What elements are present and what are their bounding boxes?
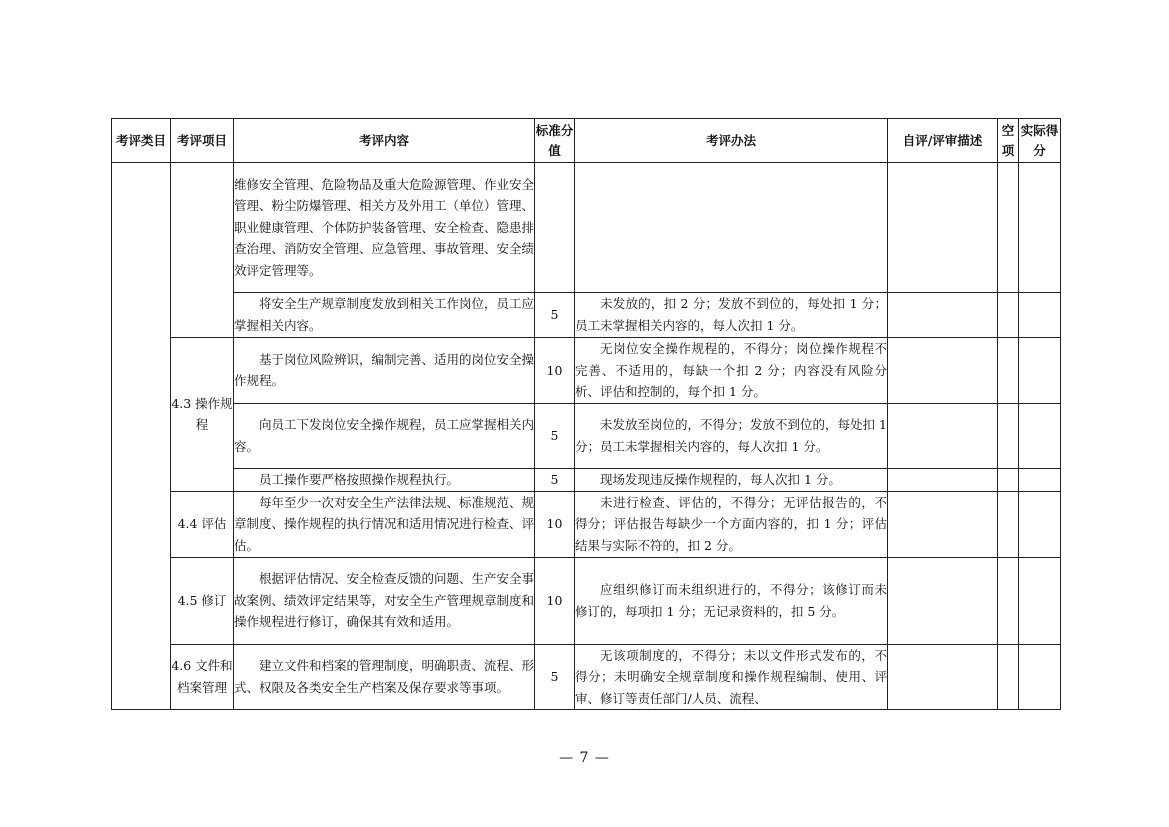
self-review-cell [888, 293, 998, 338]
self-review-cell [888, 557, 998, 644]
table-row [112, 403, 1061, 468]
actual-score-cell [1019, 293, 1061, 338]
content-cell: 向员工下发岗位安全操作规程，员工应掌握相关内容。 [234, 403, 535, 468]
empty-cell [998, 468, 1019, 491]
content-cell: 员工操作要严格按照操作规程执行。 [234, 468, 535, 491]
actual-score-cell [1019, 468, 1061, 491]
item-cell: 4.6 文件和档案管理 [171, 644, 234, 710]
header-content: 考评内容 [234, 119, 535, 163]
actual-score-cell [1019, 644, 1061, 710]
score-cell [535, 163, 575, 293]
item-cell: 4.4 评估 [171, 491, 234, 557]
content-cell: 每年至少一次对安全生产法律法规、标准规范、规章制度、操作规程的执行情况和适用情况进行检查、评估。 [234, 491, 535, 557]
empty-cell [998, 163, 1019, 293]
actual-score-cell [1019, 557, 1061, 644]
content-cell: 维修安全管理、危险物品及重大危险源管理、作业安全管理、粉尘防爆管理、相关方及外用工（单位）管理、职业健康管理、个体防护装备管理、安全检查、隐患排查治理、消防安全管理、应急管理、事故管理、安全绩效评定管理等。 [234, 163, 535, 293]
item-cell: 4.3 操作规程 [171, 338, 234, 492]
table-row [112, 491, 1061, 557]
method-cell: 未发放至岗位的，不得分；发放不到位的，每处扣 1 分；员工未掌握相关内容的，每人次扣 1 分。 [575, 403, 888, 468]
table-row [112, 468, 1061, 491]
table-row [112, 163, 1061, 293]
self-review-cell [888, 338, 998, 404]
method-cell: 未发放的，扣 2 分；发放不到位的，每处扣 1 分；员工未掌握相关内容的，每人次扣 1 分。 [575, 293, 888, 338]
score-cell: 5 [535, 293, 575, 338]
table-header-row [112, 119, 1061, 163]
content-cell: 将安全生产规章制度发放到相关工作岗位，员工应掌握相关内容。 [234, 293, 535, 338]
empty-cell [998, 557, 1019, 644]
score-cell: 10 [535, 557, 575, 644]
header-actual-score: 实际得分 [1019, 119, 1061, 163]
empty-cell [998, 644, 1019, 710]
actual-score-cell [1019, 163, 1061, 293]
actual-score-cell [1019, 338, 1061, 404]
item-cell [171, 163, 234, 338]
score-cell: 10 [535, 338, 575, 404]
score-cell: 5 [535, 644, 575, 710]
header-score: 标准分值 [535, 119, 575, 163]
content-cell: 建立文件和档案的管理制度，明确职责、流程、形式、权限及各类安全生产档案及保存要求等事项。 [234, 644, 535, 710]
self-review-cell [888, 644, 998, 710]
table-row [112, 338, 1061, 404]
self-review-cell [888, 491, 998, 557]
empty-cell [998, 293, 1019, 338]
method-cell: 应组织修订而未组织进行的，不得分；该修订而未修订的，每项扣 1 分；无记录资料的，扣 5 分。 [575, 557, 888, 644]
evaluation-table [111, 118, 1061, 710]
method-cell: 现场发现违反操作规程的，每人次扣 1 分。 [575, 468, 888, 491]
actual-score-cell [1019, 403, 1061, 468]
self-review-cell [888, 403, 998, 468]
header-empty: 空项 [998, 119, 1019, 163]
header-method: 考评办法 [575, 119, 888, 163]
header-category: 考评类目 [112, 119, 171, 163]
table-row [112, 644, 1061, 710]
actual-score-cell [1019, 491, 1061, 557]
table-row [112, 557, 1061, 644]
self-review-cell [888, 163, 998, 293]
method-cell: 未进行检查、评估的，不得分；无评估报告的，不得分；评估报告每缺少一个方面内容的，扣 1 分；评估结果与实际不符的，扣 2 分。 [575, 491, 888, 557]
empty-cell [998, 403, 1019, 468]
method-cell: 无该项制度的，不得分；未以文件形式发布的，不得分；未明确安全规章制度和操作规程编制、使用、评审、修订等责任部门/人员、流程、 [575, 644, 888, 710]
method-cell [575, 163, 888, 293]
table-row [112, 293, 1061, 338]
content-cell: 根据评估情况、安全检查反馈的问题、生产安全事故案例、绩效评定结果等，对安全生产管理规章制度和操作规程进行修订，确保其有效和适用。 [234, 557, 535, 644]
page-number: — 7 — [559, 750, 610, 766]
score-cell: 10 [535, 491, 575, 557]
score-cell: 5 [535, 403, 575, 468]
empty-cell [998, 491, 1019, 557]
header-item: 考评项目 [171, 119, 234, 163]
content-cell: 基于岗位风险辨识，编制完善、适用的岗位安全操作规程。 [234, 338, 535, 404]
method-cell: 无岗位安全操作规程的，不得分；岗位操作规程不完善、不适用的，每缺一个扣 2 分；内容没有风险分析、评估和控制的，每个扣 1 分。 [575, 338, 888, 404]
empty-cell [998, 338, 1019, 404]
header-self-review: 自评/评审描述 [888, 119, 998, 163]
self-review-cell [888, 468, 998, 491]
score-cell: 5 [535, 468, 575, 491]
category-cell [112, 163, 171, 710]
item-cell: 4.5 修订 [171, 557, 234, 644]
